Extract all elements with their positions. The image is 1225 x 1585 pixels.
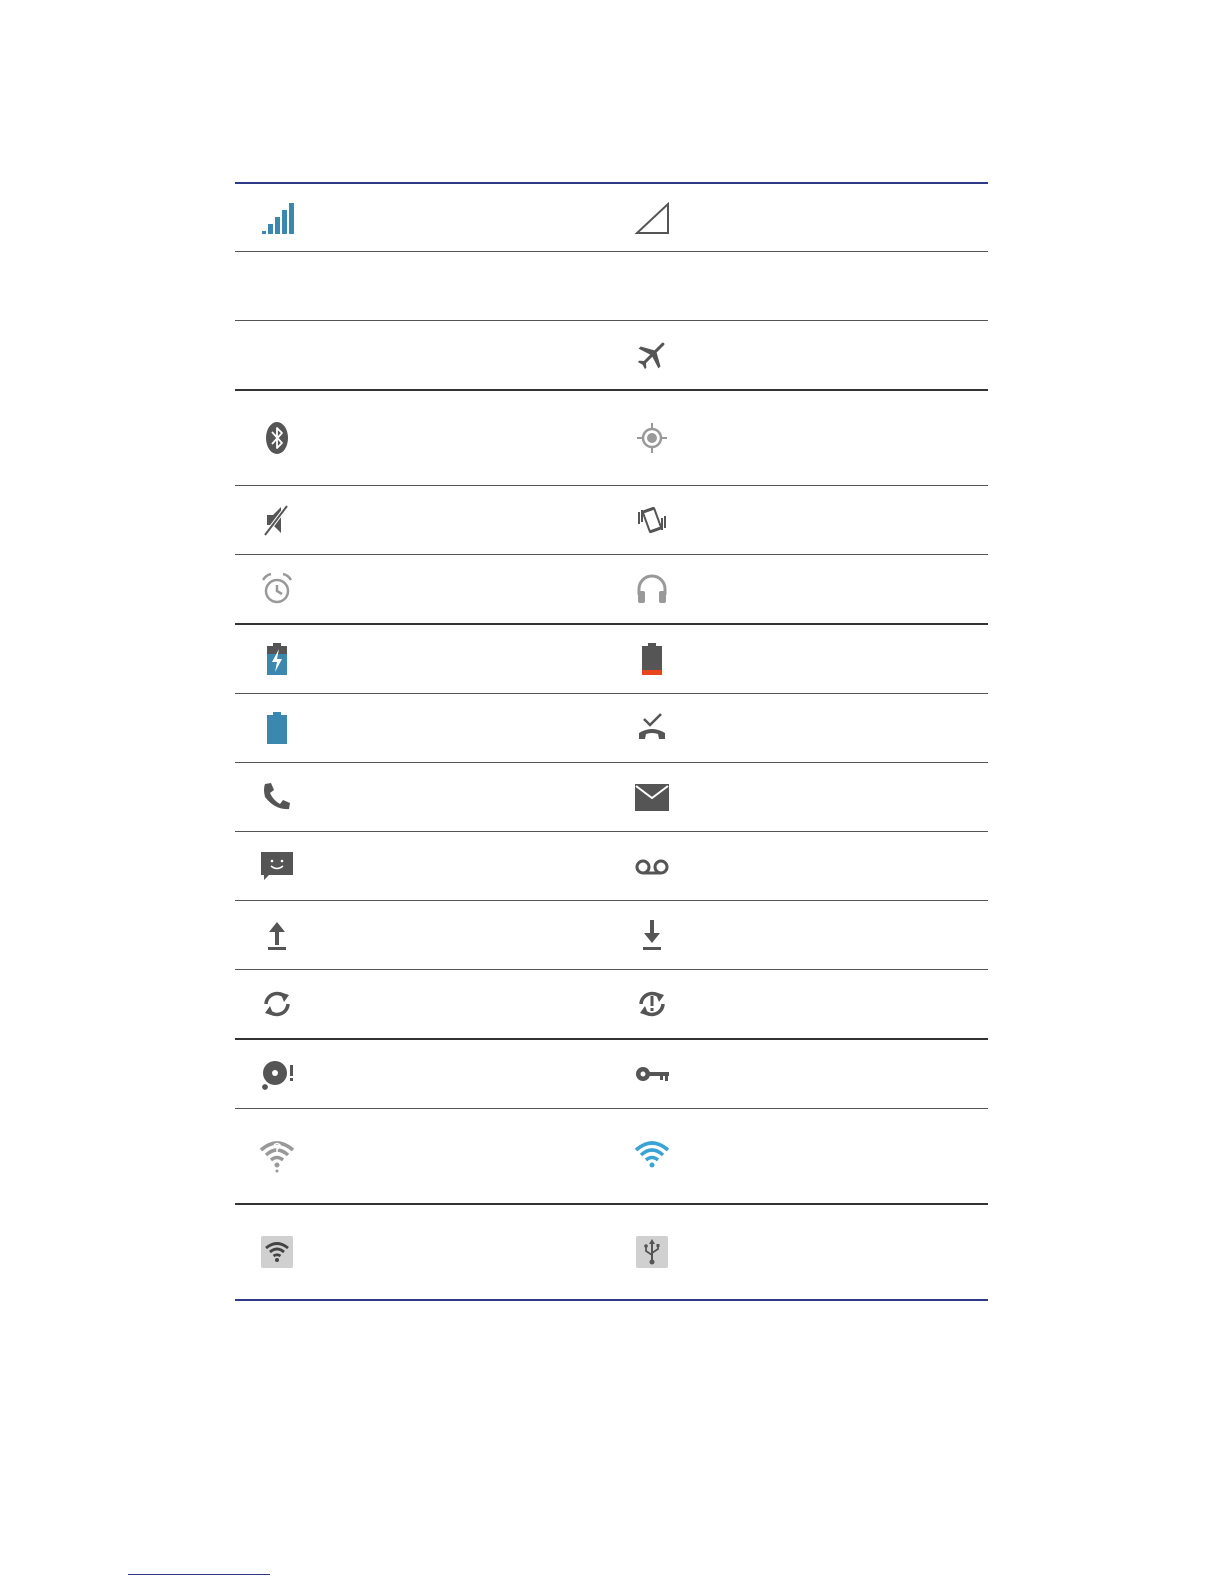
new-message-icon (257, 846, 297, 886)
wifi-connected-icon (632, 1136, 672, 1176)
table-row (235, 694, 988, 763)
wifi-hotspot-icon (257, 1232, 297, 1272)
table-row (235, 970, 988, 1040)
bluetooth-icon (257, 418, 297, 458)
status-icons-table (235, 182, 988, 1301)
voicemail-icon (632, 846, 672, 886)
sync-error-icon (632, 984, 672, 1024)
signal-strength-icon (257, 198, 297, 238)
wifi-available-icon (257, 1136, 297, 1176)
table-row (235, 184, 988, 252)
gps-location-icon (632, 418, 672, 458)
battery-full-icon (257, 708, 297, 748)
table-row (235, 486, 988, 555)
alarm-icon (257, 569, 297, 609)
uploading-icon (257, 915, 297, 955)
missed-call-icon (632, 708, 672, 748)
table-row (235, 555, 988, 625)
table-row (235, 321, 988, 391)
vpn-key-icon (632, 1054, 672, 1094)
usb-tethering-icon (632, 1232, 672, 1272)
table-row (235, 1109, 988, 1205)
table-row (235, 763, 988, 832)
table-row (235, 391, 988, 486)
headset-icon (632, 569, 672, 609)
table-row (235, 1040, 988, 1109)
syncing-icon (257, 984, 297, 1024)
battery-low-icon (632, 639, 672, 679)
silent-mode-icon (257, 500, 297, 540)
new-email-icon (632, 777, 672, 817)
table-row (235, 1205, 988, 1299)
table-row (235, 832, 988, 901)
storage-warning-icon (257, 1054, 297, 1094)
vibrate-mode-icon (632, 500, 672, 540)
no-signal-icon (632, 198, 672, 238)
footnote-rule (128, 1574, 270, 1575)
airplane-mode-icon (632, 335, 672, 375)
battery-charging-icon (257, 639, 297, 679)
downloading-icon (632, 915, 672, 955)
call-in-progress-icon (257, 777, 297, 817)
table-row (235, 625, 988, 694)
table-row (235, 252, 988, 321)
table-row (235, 901, 988, 970)
